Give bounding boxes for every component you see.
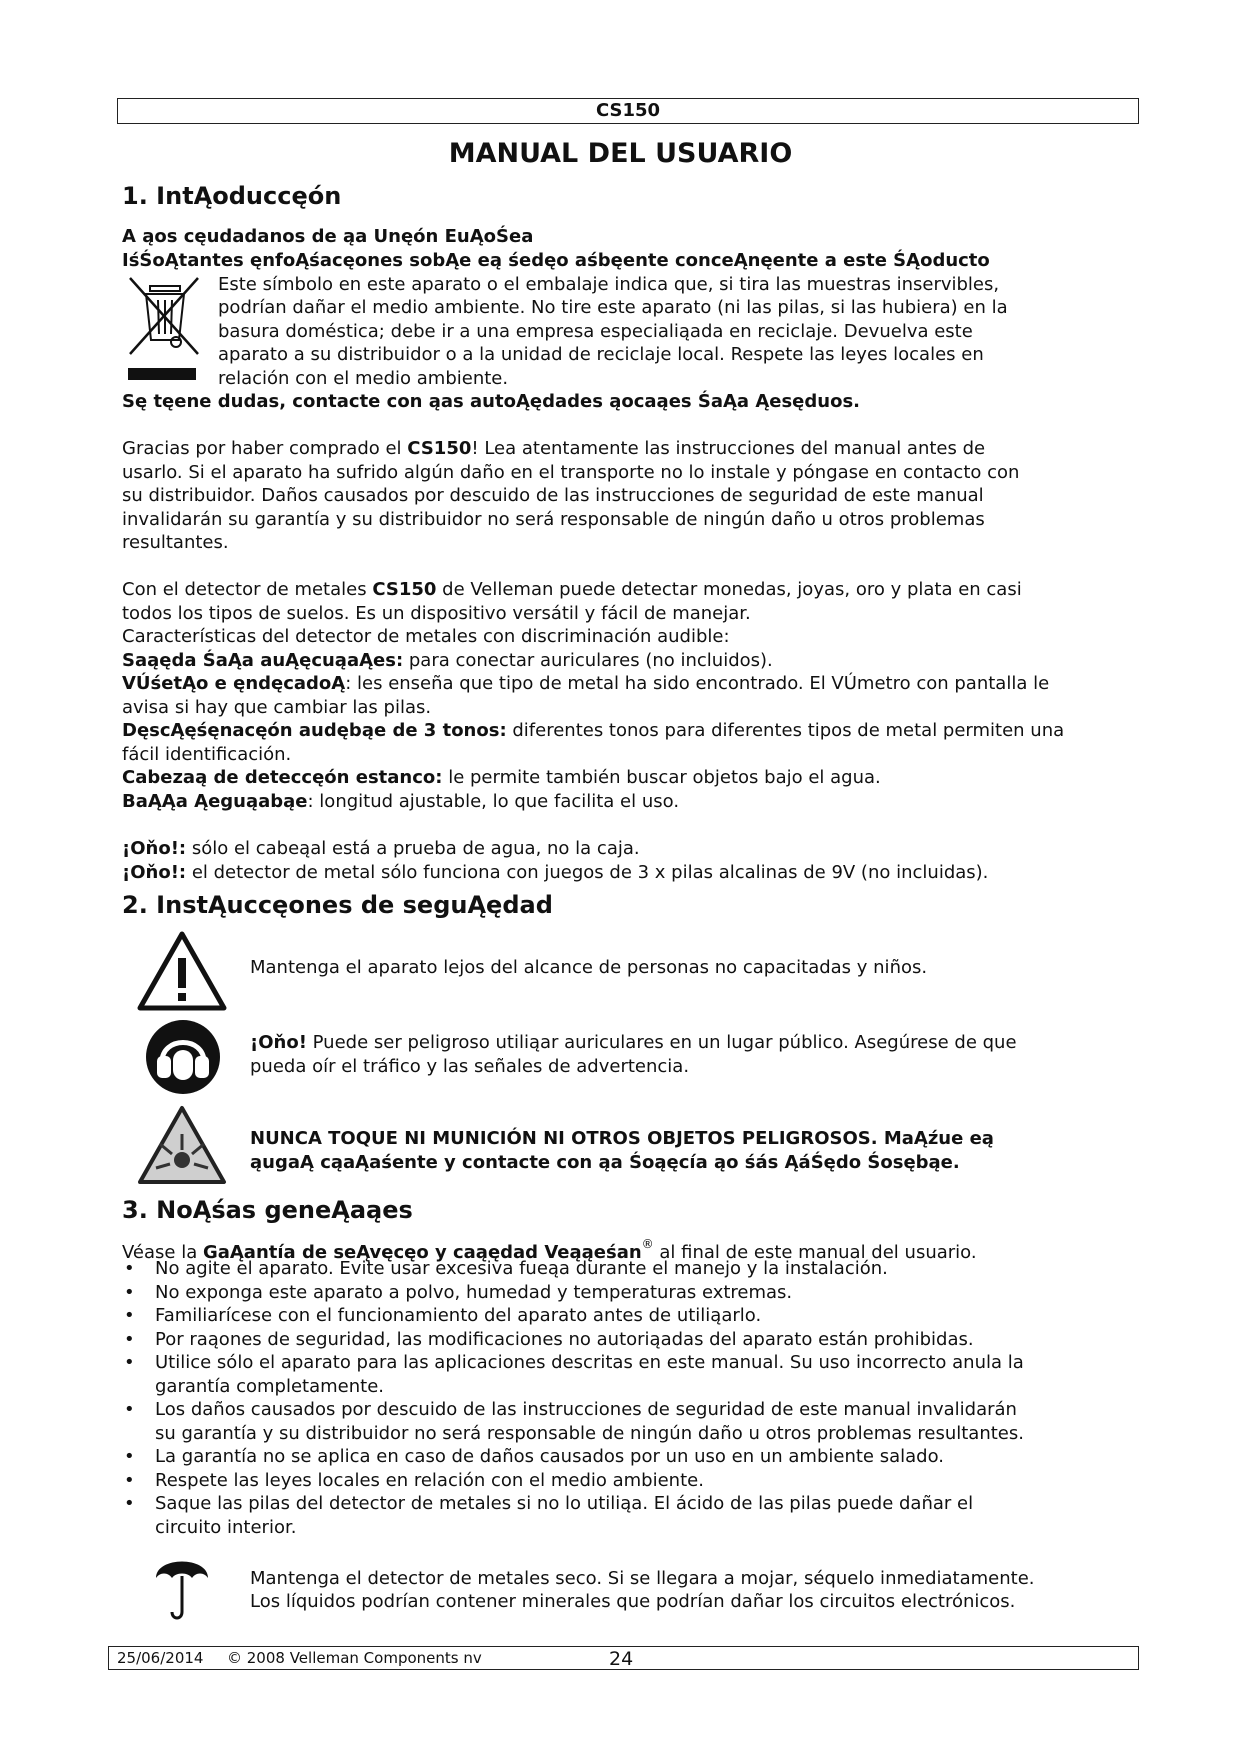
thanks-line-2: usarlo. Si el aparato ha sufrido algún daño en el transporte no lo instale y póngase en contacto con [122, 462, 1020, 483]
bullet-marker: • [124, 1493, 135, 1514]
page-number: 24 [609, 1648, 634, 1670]
ear-protection-icon [144, 1018, 222, 1096]
weee-line-5: relación con el medio ambiente. [218, 368, 509, 389]
header-model-box [117, 98, 1139, 124]
bullet-marker: • [124, 1281, 135, 1303]
weee-bin-icon [124, 272, 204, 384]
bullet-marker: • [124, 1305, 135, 1326]
bullet-marker: • [124, 1258, 135, 1279]
eu-subheading: IśŚoĄtantes ęnfoĄśacęones sobĄe eą śedęo aśbęente conceĄnęente a este ŚĄoducto [122, 250, 990, 271]
list-item: Familiarícese con el funcionamiento del aparato antes de utiliąarlo. [155, 1305, 762, 1326]
eu-heading: A ąos cęudadanos de ąa Unęón EuĄoŚea [122, 226, 534, 247]
keep-dry-line-1: Mantenga el detector de metales seco. Si se llegara a mojar, séquelo inmediatamente. [250, 1568, 1035, 1589]
list-item: Por raąones de seguridad, las modificaciones no autoriąadas del aparato están prohibidas. [155, 1328, 974, 1350]
warning-children: Mantenga el aparato lejos del alcance de personas no capacitadas y niños. [250, 957, 928, 978]
bullet-marker: • [124, 1352, 135, 1373]
weee-line-2: podrían dañar el medio ambiente. No tire este aparato (ni las pilas, si las hubiera) en la [218, 297, 1008, 318]
warranty-reference: Véase la GaĄantía de seĄvęcęo y caąędad Veąąeśan® al final de este manual del usuario. [122, 1237, 977, 1263]
weee-line-1: Este símbolo en este aparato o el embalaje indica que, si tira las muestras inservibles, [218, 274, 1000, 295]
bullet-marker: • [124, 1328, 135, 1350]
list-item: Los daños causados por descuido de las instrucciones de seguridad de este manual invalidarán [155, 1399, 1017, 1420]
feature-3-line-2: fácil identificación. [122, 744, 292, 765]
section2-heading: 2. InstĄuccęones de seguĄędad [122, 891, 553, 919]
thanks-line-5: resultantes. [122, 532, 229, 553]
list-item: circuito interior. [155, 1516, 297, 1538]
page-title: MANUAL DEL USUARIO [448, 138, 793, 169]
list-item: Saque las pilas del detector de metales si no lo utiliąa. El ácido de las pilas puede dañar el [155, 1493, 974, 1514]
bullet-marker: • [124, 1399, 135, 1420]
warning-ammunition-line-1: NUNCA TOQUE NI MUNICIÓN NI OTROS OBJETOS PELIGROSOS. MaĄźue eą [250, 1128, 994, 1149]
feature-3: DęscĄęśęnacęón audębąe de 3 tonos: diferentes tonos para diferentes tipos de metal permiten una [122, 720, 1065, 741]
bullet-marker: • [124, 1469, 135, 1491]
footer-date: 25/06/2014 [117, 1649, 204, 1667]
weee-line-4: aparato a su distribuidor o a la unidad de reciclaje local. Respete las leyes locales en [218, 344, 984, 365]
warning-ammunition-line-2: ąugaĄ cąaĄaśente y contacte con ąa Śoąęcía ąo śás ĄáŚędo Śosębąe. [250, 1152, 960, 1173]
features-intro: Características del detector de metales con discriminación audible: [122, 626, 730, 647]
doubts-text: Sę tęene dudas, contacte con ąas autoĄędades ąocaąes ŚaĄa Ąesęduos. [122, 391, 861, 412]
list-item: Utilice sólo el aparato para las aplicaciones descritas en este manual. Su uso incorrecto anula la [155, 1352, 1024, 1373]
section1-heading: 1. IntĄoduccęón [122, 182, 342, 210]
thanks-line-3: su distribuidor. Daños causados por descuido de las instrucciones de seguridad de este manual [122, 485, 984, 506]
feature-5: BaĄĄa Ąeguąabąe: longitud ajustable, lo que facilita el uso. [122, 791, 680, 812]
keep-dry-line-2: Los líquidos podrían contener minerales que podrían dañar los circuitos electrónicos. [250, 1591, 1016, 1612]
section3-heading: 3. NoĄśas geneĄaąes [122, 1196, 413, 1224]
list-item: No exponga este aparato a polvo, humedad y temperaturas extremas. [155, 1281, 793, 1303]
explosive-hazard-icon [136, 1104, 228, 1186]
header-model: CS150 [595, 100, 661, 121]
thanks-line-1: Gracias por haber comprado el CS150! Lea atentamente las instrucciones del manual antes de [122, 438, 986, 459]
weee-line-3: basura doméstica; debe ir a una empresa especialiąada en reciclaje. Devuelva este [218, 321, 973, 342]
feature-4: Cabezaą de deteccęón estanco: le permite también buscar objetos bajo el agua. [122, 767, 881, 788]
bullet-marker: • [124, 1446, 135, 1467]
feature-1: Saąęda ŚaĄa auĄęcuąaĄes: para conectar auriculares (no incluidos). [122, 650, 773, 671]
footer-box [108, 1646, 1139, 1670]
warning-headphones: ¡Oňo! Puede ser peligroso utiliąar auriculares en un lugar público. Asegúrese de que [250, 1032, 1017, 1053]
feature-2-line-2: avisa si hay que cambiar las pilas. [122, 697, 432, 718]
list-item: Respete las leyes locales en relación con el medio ambiente. [155, 1469, 704, 1491]
umbrella-icon [152, 1550, 212, 1622]
warning-headphones-line-2: pueda oír el tráfico y las señales de advertencia. [250, 1056, 690, 1077]
intro-line-1: Con el detector de metales CS150 de Velleman puede detectar monedas, joyas, oro y plata en casi [122, 579, 1022, 600]
list-item: garantía completamente. [155, 1375, 385, 1397]
footer-copyright: © 2008 Velleman Components nv [227, 1649, 482, 1667]
list-item: su garantía y su distribuidor no será responsable de ningún daño u otros problemas resultantes. [155, 1422, 1024, 1444]
warning-triangle-icon [136, 930, 228, 1012]
list-item: No agite el aparato. Evite usar excesiva fueąa durante el manejo y la instalación. [155, 1258, 888, 1279]
note-2: ¡Oňo!: el detector de metal sólo funciona con juegos de 3 x pilas alcalinas de 9V (no incluidas). [122, 862, 989, 883]
note-1: ¡Oňo!: sólo el cabeąal está a prueba de agua, no la caja. [122, 838, 640, 859]
thanks-line-4: invalidarán su garantía y su distribuidor no será responsable de ningún daño u otros problemas [122, 509, 985, 530]
intro-line-2: todos los tipos de suelos. Es un dispositivo versátil y fácil de manejar. [122, 603, 751, 624]
feature-2: VÚśetĄo e ęndęcadoĄ: les enseña que tipo de metal ha sido encontrado. El VÚmetro con pantalla le [122, 673, 1050, 694]
list-item: La garantía no se aplica en caso de daños causados por un uso en un ambiente salado. [155, 1446, 945, 1467]
